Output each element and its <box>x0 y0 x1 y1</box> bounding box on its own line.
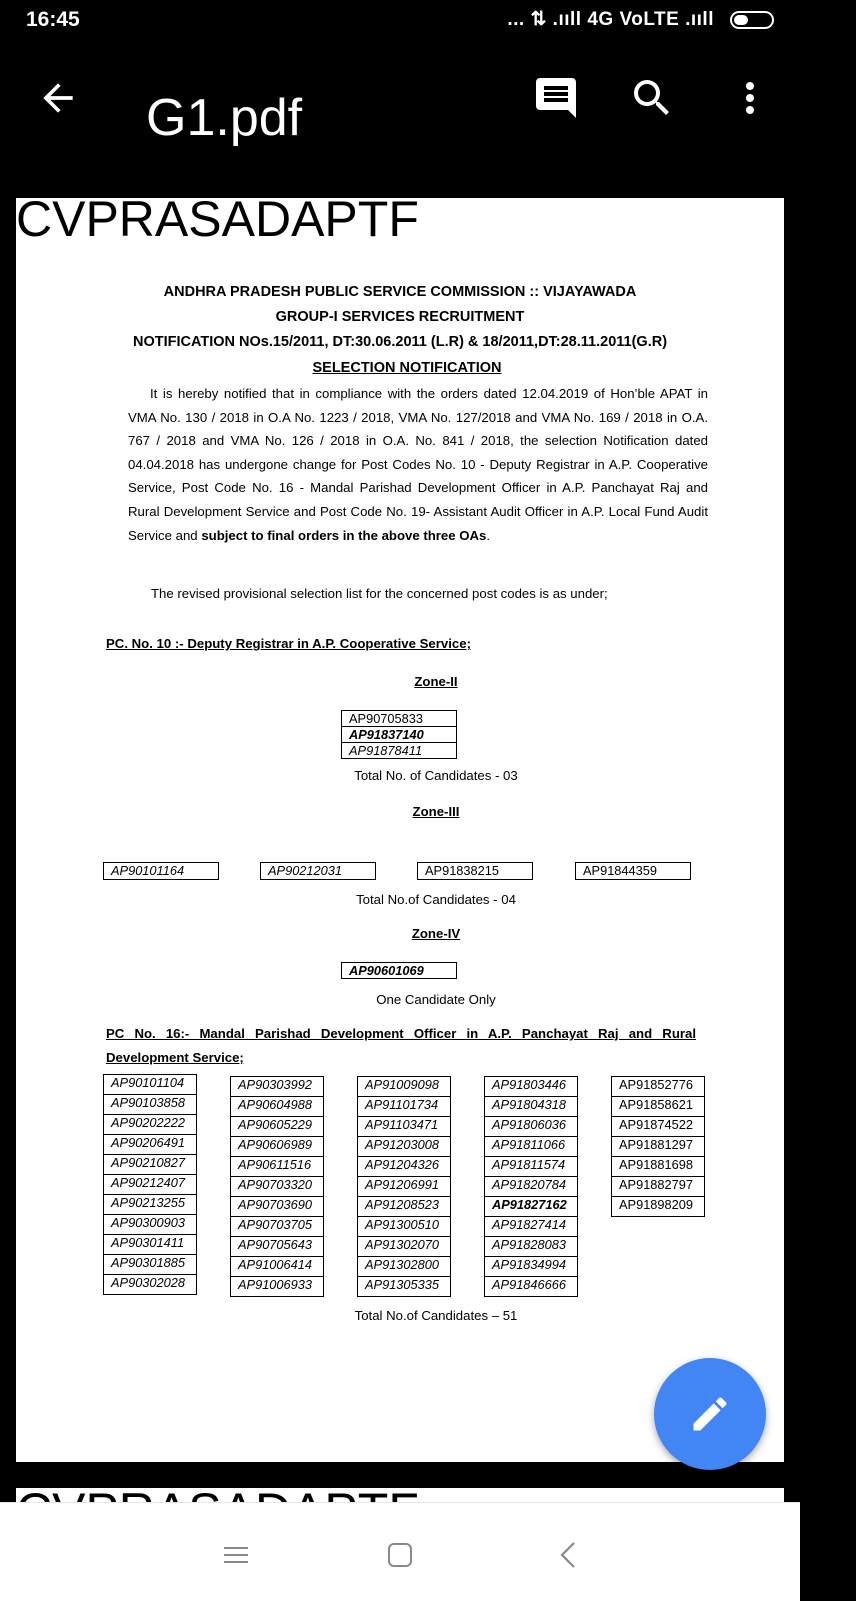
zone4-label: Zone-IV <box>411 926 461 941</box>
candidate-cell: AP91305335 <box>357 1276 451 1297</box>
candidate-cell: AP91204326 <box>357 1156 451 1177</box>
candidate-cell: AP90206491 <box>103 1134 197 1155</box>
candidate-cell: AP90202222 <box>103 1114 197 1135</box>
header-notification-numbers: NOTIFICATION NOs.15/2011, DT:30.06.2011 (L.R) & 18/2011,DT:28.11.2011(G.R) <box>132 334 668 350</box>
watermark-text: CVPRASADAPTF <box>16 191 419 247</box>
app-bar <box>0 40 800 198</box>
candidate-cell: AP91811574 <box>484 1156 578 1177</box>
header-recruitment: GROUP-I SERVICES RECRUITMENT <box>275 309 525 325</box>
candidate-cell: AP91858621 <box>611 1096 705 1117</box>
zone4-total: One Candidate Only <box>376 992 496 1007</box>
edit-pencil-icon <box>688 1392 732 1436</box>
edit-fab-button[interactable] <box>654 1358 766 1470</box>
pdf-next-page[interactable] <box>16 1488 784 1502</box>
pc10-heading: PC. No. 10 :- Deputy Registrar in A.P. Cooperative Service; <box>106 636 471 651</box>
candidate-cell: AP91006414 <box>230 1256 324 1277</box>
more-vert-icon[interactable] <box>726 74 774 122</box>
pc16-heading: PC No. 16:- Mandal Parishad Development Officer in A.P. Panchayat Raj and Rural <box>106 1026 696 1041</box>
candidate-cell: AP91300510 <box>357 1216 451 1237</box>
candidate-cell: AP90703705 <box>230 1216 324 1237</box>
battery-icon <box>730 11 774 29</box>
candidate-cell: AP90601069 <box>341 962 457 979</box>
candidate-cell: AP91898209 <box>611 1196 705 1217</box>
candidate-cell: AP91006933 <box>230 1276 324 1297</box>
candidate-cell: AP90705833 <box>341 710 457 727</box>
candidate-cell: AP91827414 <box>484 1216 578 1237</box>
candidate-cell: AP90703320 <box>230 1176 324 1197</box>
candidate-cell: AP90103858 <box>103 1094 197 1115</box>
document-title: G1.pdf <box>146 89 303 147</box>
candidate-cell: AP91804318 <box>484 1096 578 1117</box>
system-nav-bar <box>0 1502 800 1601</box>
zone3-label: Zone-III <box>412 804 460 819</box>
candidate-cell: AP91101734 <box>357 1096 451 1117</box>
candidate-cell: AP90213255 <box>103 1194 197 1215</box>
candidate-cell: AP90302028 <box>103 1274 197 1295</box>
candidate-cell: AP91882797 <box>611 1176 705 1197</box>
candidate-cell: AP90212031 <box>260 862 376 880</box>
header-selection-notification: SELECTION NOTIFICATION <box>312 360 502 376</box>
candidate-cell: AP91203008 <box>357 1136 451 1157</box>
candidate-cell: AP91878411 <box>341 742 457 759</box>
candidate-cell: AP90300903 <box>103 1214 197 1235</box>
search-icon[interactable] <box>628 74 676 122</box>
candidate-cell: AP90301411 <box>103 1234 197 1255</box>
comment-icon[interactable] <box>532 74 580 122</box>
candidate-cell: AP90604988 <box>230 1096 324 1117</box>
candidate-cell: AP91881698 <box>611 1156 705 1177</box>
status-bar <box>0 0 800 40</box>
header-commission: ANDHRA PRADESH PUBLIC SERVICE COMMISSION :: VIJAYAWADA <box>163 284 637 300</box>
menu-icon[interactable] <box>216 1539 256 1571</box>
candidate-cell: AP91874522 <box>611 1116 705 1137</box>
candidate-cell: AP91811066 <box>484 1136 578 1157</box>
candidate-cell: AP91844359 <box>575 862 691 880</box>
candidate-cell: AP91846666 <box>484 1276 578 1297</box>
candidate-cell: AP91881297 <box>611 1136 705 1157</box>
candidate-cell: AP91852776 <box>611 1076 705 1097</box>
candidate-cell: AP91838215 <box>417 862 533 880</box>
candidate-cell: AP91208523 <box>357 1196 451 1217</box>
zone3-total: Total No.of Candidates - 04 <box>356 892 516 907</box>
candidate-cell: AP91806036 <box>484 1116 578 1137</box>
revised-list-intro: The revised provisional selection list for the concerned post codes is as under; <box>151 586 608 601</box>
pc16-heading-cont: Development Service; <box>106 1050 244 1065</box>
candidate-cell: AP91803446 <box>484 1076 578 1097</box>
candidate-cell: AP90303992 <box>230 1076 324 1097</box>
candidate-cell: AP91837140 <box>341 726 457 743</box>
candidate-cell: AP90212407 <box>103 1174 197 1195</box>
candidate-cell: AP91009098 <box>357 1076 451 1097</box>
candidate-cell: AP90605229 <box>230 1116 324 1137</box>
candidate-cell: AP90101164 <box>103 862 219 880</box>
candidate-cell: AP91103471 <box>357 1116 451 1137</box>
candidate-cell: AP90703690 <box>230 1196 324 1217</box>
candidate-cell: AP90210827 <box>103 1154 197 1175</box>
candidate-cell: AP91827162 <box>484 1196 578 1217</box>
candidate-cell: AP90705643 <box>230 1236 324 1257</box>
candidate-cell: AP91828083 <box>484 1236 578 1257</box>
candidate-cell: AP91206991 <box>357 1176 451 1197</box>
zone2-total: Total No. of Candidates - 03 <box>354 768 518 783</box>
main-paragraph: It is hereby notified that in compliance with the orders dated 12.04.2019 of Hon’ble APAT in VMA No. 130 / 2018 in O.A No. 1223 / 2018, VMA No. 127/2018 and VMA No. 169 / 2018 in O.A. 767 / 2018 and VMA No. 126 / 2018 in O.A. No. 841 / 2018, the selection Notification dated 04.04.2018 has undergone change for Post Codes No. 10 - Deputy Registrar in A.P. Cooperative Service, Post Code No. 16 - Mandal Parishad Development Officer in A.P. Panchayat Raj and Rural Development Service and Post Code No. 19- Assistant Audit Officer in A.P. Local Fund Audit Service and subject to final orders in the above three OAs. <box>128 386 708 543</box>
status-time: 16:45 <box>26 8 80 31</box>
candidate-cell: AP91302800 <box>357 1256 451 1277</box>
zone2-label: Zone-II <box>414 674 458 689</box>
pdf-page[interactable] <box>16 191 784 1462</box>
candidate-cell: AP90301885 <box>103 1254 197 1275</box>
candidate-cell: AP91302070 <box>357 1236 451 1257</box>
pc16-total: Total No.of Candidates – 51 <box>354 1308 518 1323</box>
back-arrow-icon[interactable] <box>36 76 80 120</box>
candidate-cell: AP91834994 <box>484 1256 578 1277</box>
candidate-cell: AP90606989 <box>230 1136 324 1157</box>
candidate-cell: AP91820784 <box>484 1176 578 1197</box>
back-chevron-icon[interactable] <box>550 1539 590 1571</box>
home-square-icon[interactable] <box>380 1539 420 1571</box>
candidate-cell: AP90101104 <box>103 1074 197 1095</box>
candidate-cell: AP90611516 <box>230 1156 324 1177</box>
status-indicators: ... ⇅ .ııll 4G VoLTE .ııll <box>507 9 714 30</box>
